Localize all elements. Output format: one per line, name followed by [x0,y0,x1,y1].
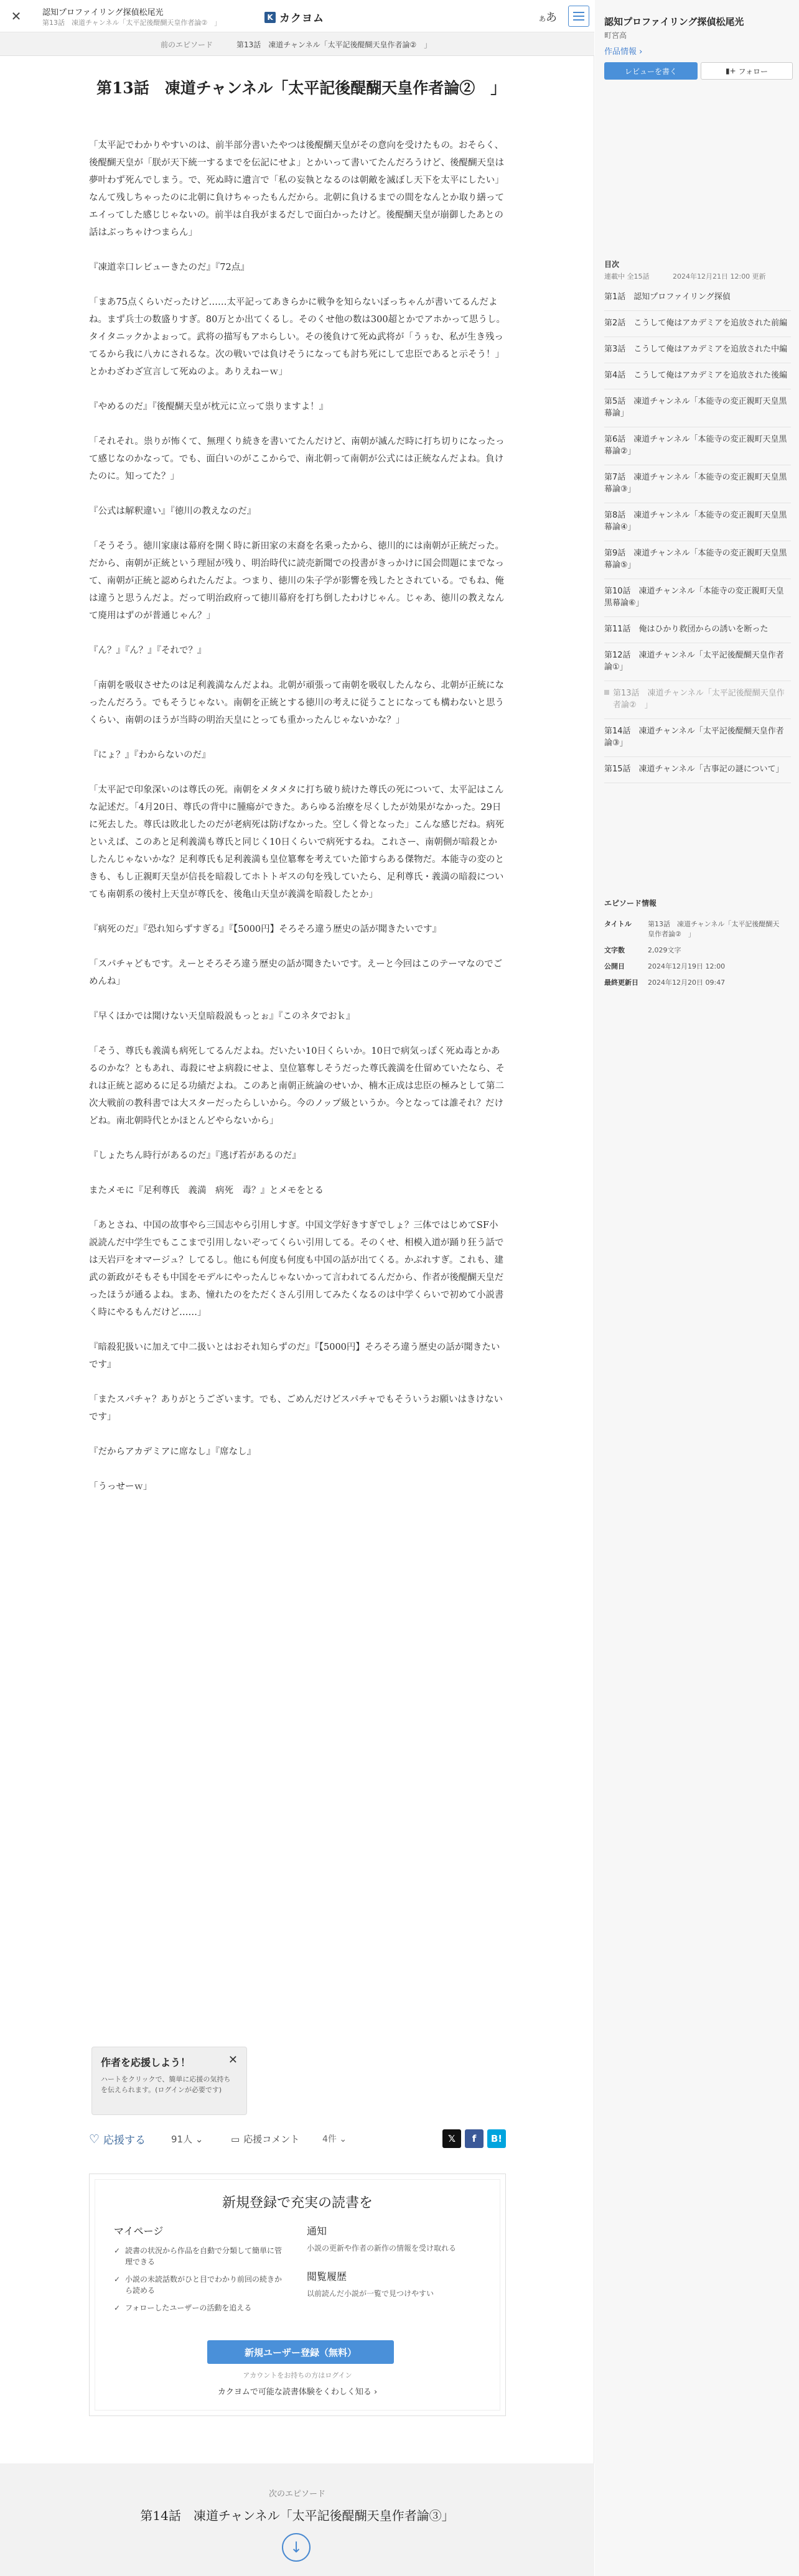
body-paragraph: 「まあ75点くらいだったけど……太平記ってあきらかに戦争を知らないぼっちゃんが書いてるんだよね。まず兵士の数盛りすぎ。80万とか出てくるし。そのくせ他の数は300超とかでアホかって思うし。タイタニックかよぉって。武将の描写もアホらしい。その後負けて死ぬ武将が「うぅむ、私が生き残ってるから我に八カにされるな。次の戦いでは負けそうになっても討ち死にして忠臣であると示そう！」とかわざわざ宣言して死ぬのよ。ありえねーｗ」 [89,297,506,377]
toc-item[interactable]: 第5話 凍道チャンネル「本能寺の変正親町天皇黒幕論」 [604,389,791,427]
prev-episode-link[interactable]: 前のエピソード [161,40,213,49]
next-episode-label: 次のエピソード [268,2490,325,2499]
check-icon: ✓ [114,2275,121,2284]
check-icon: ✓ [114,2246,121,2255]
toc-item[interactable]: 第1話 認知プロファイリング探偵 [604,285,791,311]
body-paragraph: 「うっせーｗ」 [89,1482,152,1492]
toc-item[interactable]: 第10話 凍道チャンネル「本能寺の変正親町天皇黒幕論⑥」 [604,579,791,617]
toc-item[interactable]: 第4話 こうして俺はアカデミアを追放された後編 [604,363,791,389]
toc-item[interactable]: 第3話 こうして俺はアカデミアを追放された中編 [604,337,791,363]
episode-title-header: 第13話 凍道チャンネル「太平記後醍醐天皇作者論② 」 [42,19,222,27]
body-paragraph: 『病死のだ』『恐れ知らずすぎる』『【5000円】そろそろ違う歴史の話が聞きたいです』 [89,924,442,934]
toc-item[interactable]: 第2話 こうして俺はアカデミアを追放された前編 [604,311,791,337]
cheer-popup [91,2047,247,2115]
episode-info-row [604,919,791,939]
x-share-icon[interactable]: 𝕏 [442,2129,461,2148]
check-icon: ✓ [114,2304,121,2312]
body-paragraph: 「南朝を吸収させたのは足利義満なんだよね。北朝が頑張って南朝を吸収したんなら、北朝が正統になったんだろう。でもそうじゃない。南朝を正統とする徳川の考えに従うことになっても構わないと思うくらい、南朝のほうが当時の明治天皇にとっても重かったんじゃないかな？」 [89,681,504,725]
toc-status: 連載中 全15話 [604,272,650,281]
subnav-episode-title: 第13話 凍道チャンネル「太平記後醍醐天皇作者論② 」 [236,40,432,49]
toc-item[interactable]: 第6話 凍道チャンネル「本能寺の変正親町天皇黒幕論②」 [604,427,791,465]
body-paragraph: 「そうそう。徳川家康は幕府を開く時に新田家の末裔を名乗ったから、徳川的には南朝が正統だった。だから、南朝が正統という理屈が残り、明治時代に読売新聞での投書がきっかけに国会問題にまでなって、南朝が正統と認められたんだよ。つまり、徳川の朱子学が影響を残したとされている。でもね、俺は違うと思うんだよ。だって明治政府って徳川幕府を打ち倒したわけじゃん。じゃあ、徳川の教えなんて廃用はずのが普通じゃん？」 [89,541,505,621]
episode-info-key: 文字数 [604,946,625,954]
mypage-item: ✓ フォローしたユーザーの活動を追える [114,2304,252,2312]
arrow-down-icon[interactable]: ↓ [282,2533,311,2562]
toc-item[interactable]: 第8話 凍道チャンネル「本能寺の変正親町天皇黒幕論④」 [604,503,791,541]
body-paragraph: 『にょ？』『わからないのだ』 [89,750,211,760]
register-button[interactable]: 新規ユーザー登録（無料） [207,2340,394,2364]
font-size-toggle[interactable] [539,9,557,25]
work-title-link[interactable]: 認知プロファイリング探偵松尾光 [42,8,164,17]
body-paragraph: 「そう、尊氏も義満も病死してるんだよね。だいたい10日くらいか。10日で病気っぽく死ぬ毒とかあるのかな？ともあれ、毒殺にせよ病殺にせよ、皇位簒奪しそうだった尊氏義満を仕留めていたなら、それは正統と認めるに足る功績だよね。このあと南朝正統論のせいか、楠木正成は忠臣の極みとして第二次大戦前の教科書では大スターだったらしいから。今のノップ級というか。今となっては誰それ？だけどね。南北朝時代とかほとんどやらないから」 [89,1046,505,1126]
toc-item[interactable]: 第9話 凍道チャンネル「本能寺の変正親町天皇黒幕論⑤」 [604,541,791,579]
comment-count[interactable]: 4件 ⌄ [322,2134,347,2144]
share-buttons [442,2129,506,2148]
body-paragraph: 『凍道幸口レビューきたのだ』『72点』 [89,263,250,272]
comment-icon: ▭ [231,2133,240,2145]
font-toggle-large: あ [546,11,557,24]
toc-list [604,285,791,783]
body-paragraph: またメモに『足利尊氏 義満 病死 毒？』とメモをとる [89,1186,324,1196]
body-paragraph: 『ん？』『ん？』『それで？』 [89,646,207,656]
episode-info-value: 第13話 凍道チャンネル「太平記後醍醐天皇作者論② 」 [648,920,780,938]
registration-title: 新規登録で充実の読書を [222,2195,373,2211]
learn-more-link[interactable]: カクヨムで可能な読書体験をくわしく知る › [217,2388,378,2397]
mypage-item: ✓ 読書の状況から作品を自動で分類して簡単に管理できる [114,2246,283,2266]
cheer-popup-title: 作者を応援しよう！ [101,2057,191,2068]
toc-item[interactable]: 第13話 凍道チャンネル「太平記後醍醐天皇作者論② 」 [604,681,791,719]
history-title: 閲覧履歴 [307,2271,347,2282]
close-icon[interactable]: ✕ [228,2053,238,2067]
heart-icon: ♡ [89,2132,100,2146]
body-paragraph: 「あとさね、中国の故事やら三国志やら引用しすぎ。中国文学好きすぎでしょ？三体ではじめてSF小説読んだ中学生でもここまで引用しないぞってくらい引用してる。そのくせ、相模入道が踊り狂う話では天岩戸をオマージュ？してるし。他にも何度も何度も中国の話が出てくる。かぶれすぎ。これも、建武の新政がそもそも中国をモデルにやったんじゃないかって言われてるんだから、作者が後醍醐天皇だったほうが通るよね。まあ、憧れたのをただくさん引用してみたくなるのは中学くらいで初めて小説書く時にやるもんだけど……」 [89,1221,504,1318]
toc-updated: 2024年12月21日 12:00 更新 [673,272,766,281]
toc-item[interactable]: 第11話 俺はひかり救団からの誘いを断った [604,617,791,643]
registration-box [89,2174,506,2416]
logo-mark-icon: K [264,12,276,23]
mypage-item: ✓ 小説の未読話数がひと目でわかり前回の続きから読める [114,2275,283,2295]
body-paragraph: 『しょたちん時行があるのだ』『逃げ若があるのだ』 [89,1151,301,1161]
cheer-label: 応援する [103,2134,146,2147]
body-paragraph: 『公式は解釈違い』『徳川の教えなのだ』 [89,506,256,516]
episode-info-label: エピソード情報 [604,899,657,908]
next-episode-area [0,2463,594,2576]
follow-button[interactable]: ▮+ フォロー [701,62,793,80]
episode-info-key: 最終更新日 [604,979,638,987]
cheer-button[interactable] [89,2131,146,2147]
cheer-count[interactable]: 91人 ⌄ [171,2134,203,2145]
toc-item[interactable]: 第7話 凍道チャンネル「本能寺の変正親町天皇黒幕論③」 [604,465,791,503]
body-paragraph: 『早くほかでは聞けない天皇暗殺説もっとぉ』『このネタでおｋ』 [89,1011,355,1021]
episode-subnav [0,32,594,56]
history-description: 以前読んだ小説が一覧で見つけやすい [307,2289,434,2298]
episode-main [0,56,594,2463]
next-episode-title[interactable]: 第14話 凍道チャンネル「太平記後醍醐天皇作者論③」 [140,2508,454,2523]
notify-description: 小説の更新や作者の新作の情報を受け取れる [307,2244,457,2253]
font-toggle-small: あ [539,15,546,23]
facebook-share-icon[interactable]: f [465,2129,484,2148]
episode-info [604,919,791,994]
toc-item[interactable]: 第14話 凍道チャンネル「太平記後醍醐天皇作者論③」 [604,719,791,757]
episode-body [89,137,506,1513]
notify-title: 通知 [307,2225,327,2237]
hatena-bookmark-icon[interactable]: B! [487,2129,506,2148]
body-paragraph: 「またスパチャ？ありがとうございます。でも、ごめんだけどスパチャでもそういうお願いはきけないです」 [89,1395,503,1422]
close-icon[interactable]: ✕ [11,9,22,24]
episode-info-value: 2,029文字 [648,946,681,954]
bookmark-icon: ▮+ [726,67,736,75]
toc-label: 目次 [604,260,620,269]
mypage-section [114,2223,282,2320]
comment-label: 応援コメント [243,2134,300,2145]
kakuyomu-logo[interactable] [264,9,324,25]
body-paragraph: 「それそれ。祟りが怖くて、無理くり続きを書いてたんだけど、南朝が滅んだ時に打ち切りになったって感じなのかなって。でも、面白いのがここからで、南北朝って南朝が公式には正統なんだよね。負けたのに。知ってた？」 [89,437,505,481]
toc-item[interactable]: 第12話 凍道チャンネル「太平記後醍醐天皇作者論①」 [604,643,791,681]
comment-button[interactable] [231,2132,299,2146]
body-paragraph: 「太平記でわかりやすいのは、前半部分書いたやつは後醍醐天皇がその意向を受けたもの。おそらく、後醍醐天皇が「朕が天下統一するまでを伝記にせよ」とかいって書いてたんだろうけど、後醍醐天皇は夢叶わず死んでしまう。で、死ぬ時に遺言で「私の妄執となるのは朝敵を滅ぼし天下を太平にしたい」なんて残しちゃったのに北朝に負けちゃったもんだから。北朝に負けるまでの間をなんとか取り繕ってエイってした感じじゃないの。前半は自我がまるだしで面白かったけど。後醍醐天皇が崩御したあとの話はぶっちゃけつまらん」 [89,141,504,238]
login-link[interactable]: アカウントをお持ちの方はログイン [243,2371,352,2379]
top-bar [0,0,594,32]
sidebar-author[interactable]: 町宮高 [604,31,627,40]
episode-info-row [604,946,791,956]
episode-info-value: 2024年12月20日 09:47 [648,979,726,987]
toc-item[interactable]: 第15話 凍道チャンネル「古事記の謎について」 [604,757,791,783]
work-info-link[interactable]: 作品情報 › [604,47,643,57]
sidebar [595,0,799,2576]
episode-info-value: 2024年12月19日 12:00 [648,962,726,970]
action-row [89,2126,506,2151]
logo-text: カクヨム [279,12,324,25]
episode-info-key: 公開日 [604,962,625,970]
episode-info-row [604,978,791,988]
episode-info-key: タイトル [604,920,632,928]
write-review-button[interactable]: レビューを書く [604,62,698,80]
sidebar-work-title[interactable]: 認知プロファイリング探偵松尾光 [604,16,744,27]
body-paragraph: 『暗殺犯扱いに加えて中二扱いとはおそれ知らずのだ』『【5000円】そろそろ違う歴史の話が聞きたいです』 [89,1342,500,1370]
menu-icon[interactable] [568,6,589,27]
notify-section [307,2223,475,2314]
body-paragraph: 『だからアカデミアに席なし』『席なし』 [89,1447,256,1457]
body-paragraph: 「太平記で印象深いのは尊氏の死。南朝をメタメタに打ち破り続けた尊氏の死について、太平記はこんな記述だ。「4月20日、尊氏の背中に腫瘍ができた。あらゆる治療を尽くしたが効果がなかった。29日に死去した。尊氏は敗北したのだが老病死は防げなかった。空しく骨となった」こんな感じだね。病死といえば、このあと足利義満も尊氏と同じく10日くらいで病死するね。これさー、南朝側が暗殺とかしたんじゃないかな？足利尊氏も足利義満も皇位簒奪を考えていた節すらある傑物だ。本能寺の変のときも、もし正親町天皇が信長を暗殺してホトトギスの句を残していたら、足利尊氏・義満の暗殺についても南朝系の後村上天皇が尊氏を、後亀山天皇が義満を暗殺したとか」 [89,785,504,900]
mypage-title: マイページ [114,2225,164,2237]
episode-heading: 第13話 凍道チャンネル「太平記後醍醐天皇作者論② 」 [96,79,507,97]
episode-info-row [604,962,791,972]
body-paragraph: 『やめるのだ』『後醍醐天皇が枕元に立って祟りますよ！』 [89,402,329,412]
cheer-popup-description: ハートをクリックで、簡単に応援の気持ちを伝えられます。(ログインが必要です) [101,2075,231,2094]
body-paragraph: 「スパチャどもです。えーとそろそろ違う歴史の話が聞きたいです。えーと今回はこのテーマなのでごめんね」 [89,959,503,987]
